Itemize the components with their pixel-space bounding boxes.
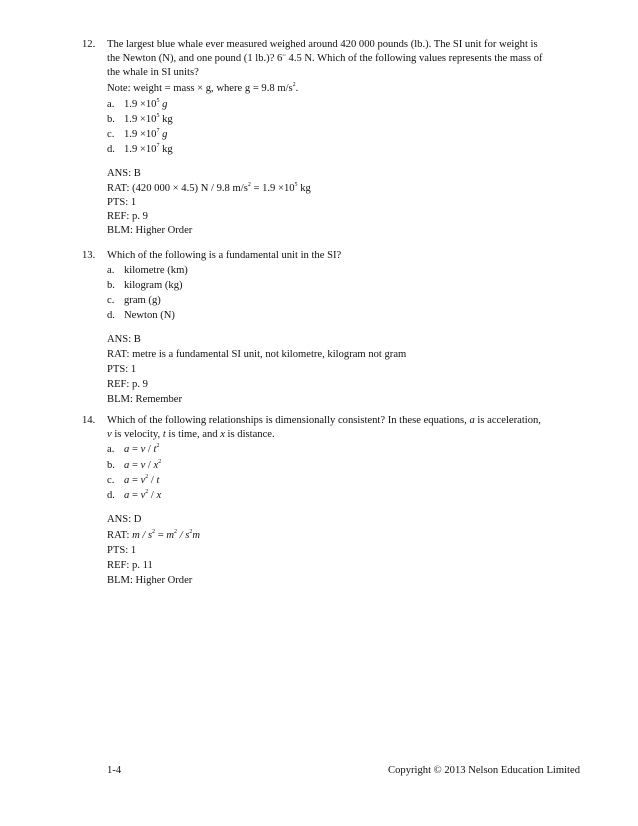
bloom-level-line: BLM: Higher Order bbox=[107, 575, 193, 586]
option-letter: c. bbox=[107, 129, 115, 140]
answer-line: ANS: B bbox=[107, 334, 141, 345]
option-text: $1.9 \times 10^7$ g bbox=[124, 128, 168, 140]
option-letter: d. bbox=[107, 144, 115, 155]
option-letter: b. bbox=[107, 114, 115, 125]
option-text: kilometre (km) bbox=[124, 265, 188, 276]
option-letter: c. bbox=[107, 475, 115, 486]
option-letter: a. bbox=[107, 265, 115, 276]
question-stem-line: the whale in SI units? bbox=[107, 67, 199, 78]
option-letter: b. bbox=[107, 280, 115, 291]
option-equation: $a = v / t^2$ bbox=[124, 443, 160, 455]
note-line: Note: weight = mass × g, where g = 9.8 $m/s^2$. bbox=[107, 82, 299, 94]
copyright-notice: Copyright © 2013 Nelson Education Limited bbox=[388, 765, 580, 776]
answer-line: ANS: B bbox=[107, 168, 141, 179]
option-equation: $a = v^2 / x$ bbox=[124, 489, 162, 501]
option-letter: a. bbox=[107, 99, 115, 110]
option-text: Newton (N) bbox=[124, 310, 175, 321]
reference-line: REF: p. 11 bbox=[107, 560, 153, 571]
question-stem-line: v is velocity, t is time, and x is distance. bbox=[107, 429, 275, 440]
option-equation: $a = v / x^2$ bbox=[124, 459, 162, 471]
reference-line: REF: p. 9 bbox=[107, 379, 148, 390]
rationale-line: RAT: $m / s^2 = m^2 / s^2m$ bbox=[107, 529, 201, 541]
page-number: 1-4 bbox=[107, 765, 122, 776]
bloom-level-line: BLM: Higher Order bbox=[107, 225, 193, 236]
page-footer bbox=[107, 765, 580, 776]
option-text: $1.9 \times 10^5$ g bbox=[124, 98, 168, 110]
option-text: kilogram (kg) bbox=[124, 280, 183, 291]
points-line: PTS: 1 bbox=[107, 197, 137, 208]
option-letter: a. bbox=[107, 444, 115, 455]
question-number: 14. bbox=[82, 415, 96, 426]
rationale-line: RAT: metre is a fundamental SI unit, not kilometre, kilogram not gram bbox=[107, 349, 407, 360]
points-line: PTS: 1 bbox=[107, 364, 137, 375]
points-line: PTS: 1 bbox=[107, 545, 137, 556]
question-stem-line: the Newton (N), and one pound (1 lb.)? 6¨ 4.5 N. Which of the following values represents the mass of bbox=[107, 53, 543, 64]
bloom-level-line: BLM: Remember bbox=[107, 394, 183, 405]
option-equation: $a = v^2 / t$ bbox=[124, 474, 160, 486]
question-number: 12. bbox=[82, 39, 96, 50]
option-text: $1.9 \times 10^7$ kg bbox=[124, 143, 173, 155]
question-stem-line: Which of the following relationships is dimensionally consistent? In these equations, a is acceleration, bbox=[107, 415, 541, 426]
option-letter: c. bbox=[107, 295, 115, 306]
option-text: $1.9 \times 10^5$ kg bbox=[124, 113, 173, 125]
option-text: gram (g) bbox=[124, 295, 161, 306]
question-stem-line: The largest blue whale ever measured weighed around 420 000 pounds (lb.). The SI unit for weight is bbox=[107, 39, 538, 50]
answer-line: ANS: D bbox=[107, 514, 142, 525]
question-number: 13. bbox=[82, 250, 96, 261]
option-letter: b. bbox=[107, 460, 115, 471]
rationale-line: RAT: (420 000 × 4.5) N / 9.8 $m/s^2 = 1.9 \times 10^5$ kg bbox=[107, 182, 311, 194]
option-letter: d. bbox=[107, 310, 115, 321]
question-stem-line: Which of the following is a fundamental unit in the SI? bbox=[107, 250, 342, 261]
reference-line: REF: p. 9 bbox=[107, 211, 148, 222]
option-letter: d. bbox=[107, 490, 115, 501]
